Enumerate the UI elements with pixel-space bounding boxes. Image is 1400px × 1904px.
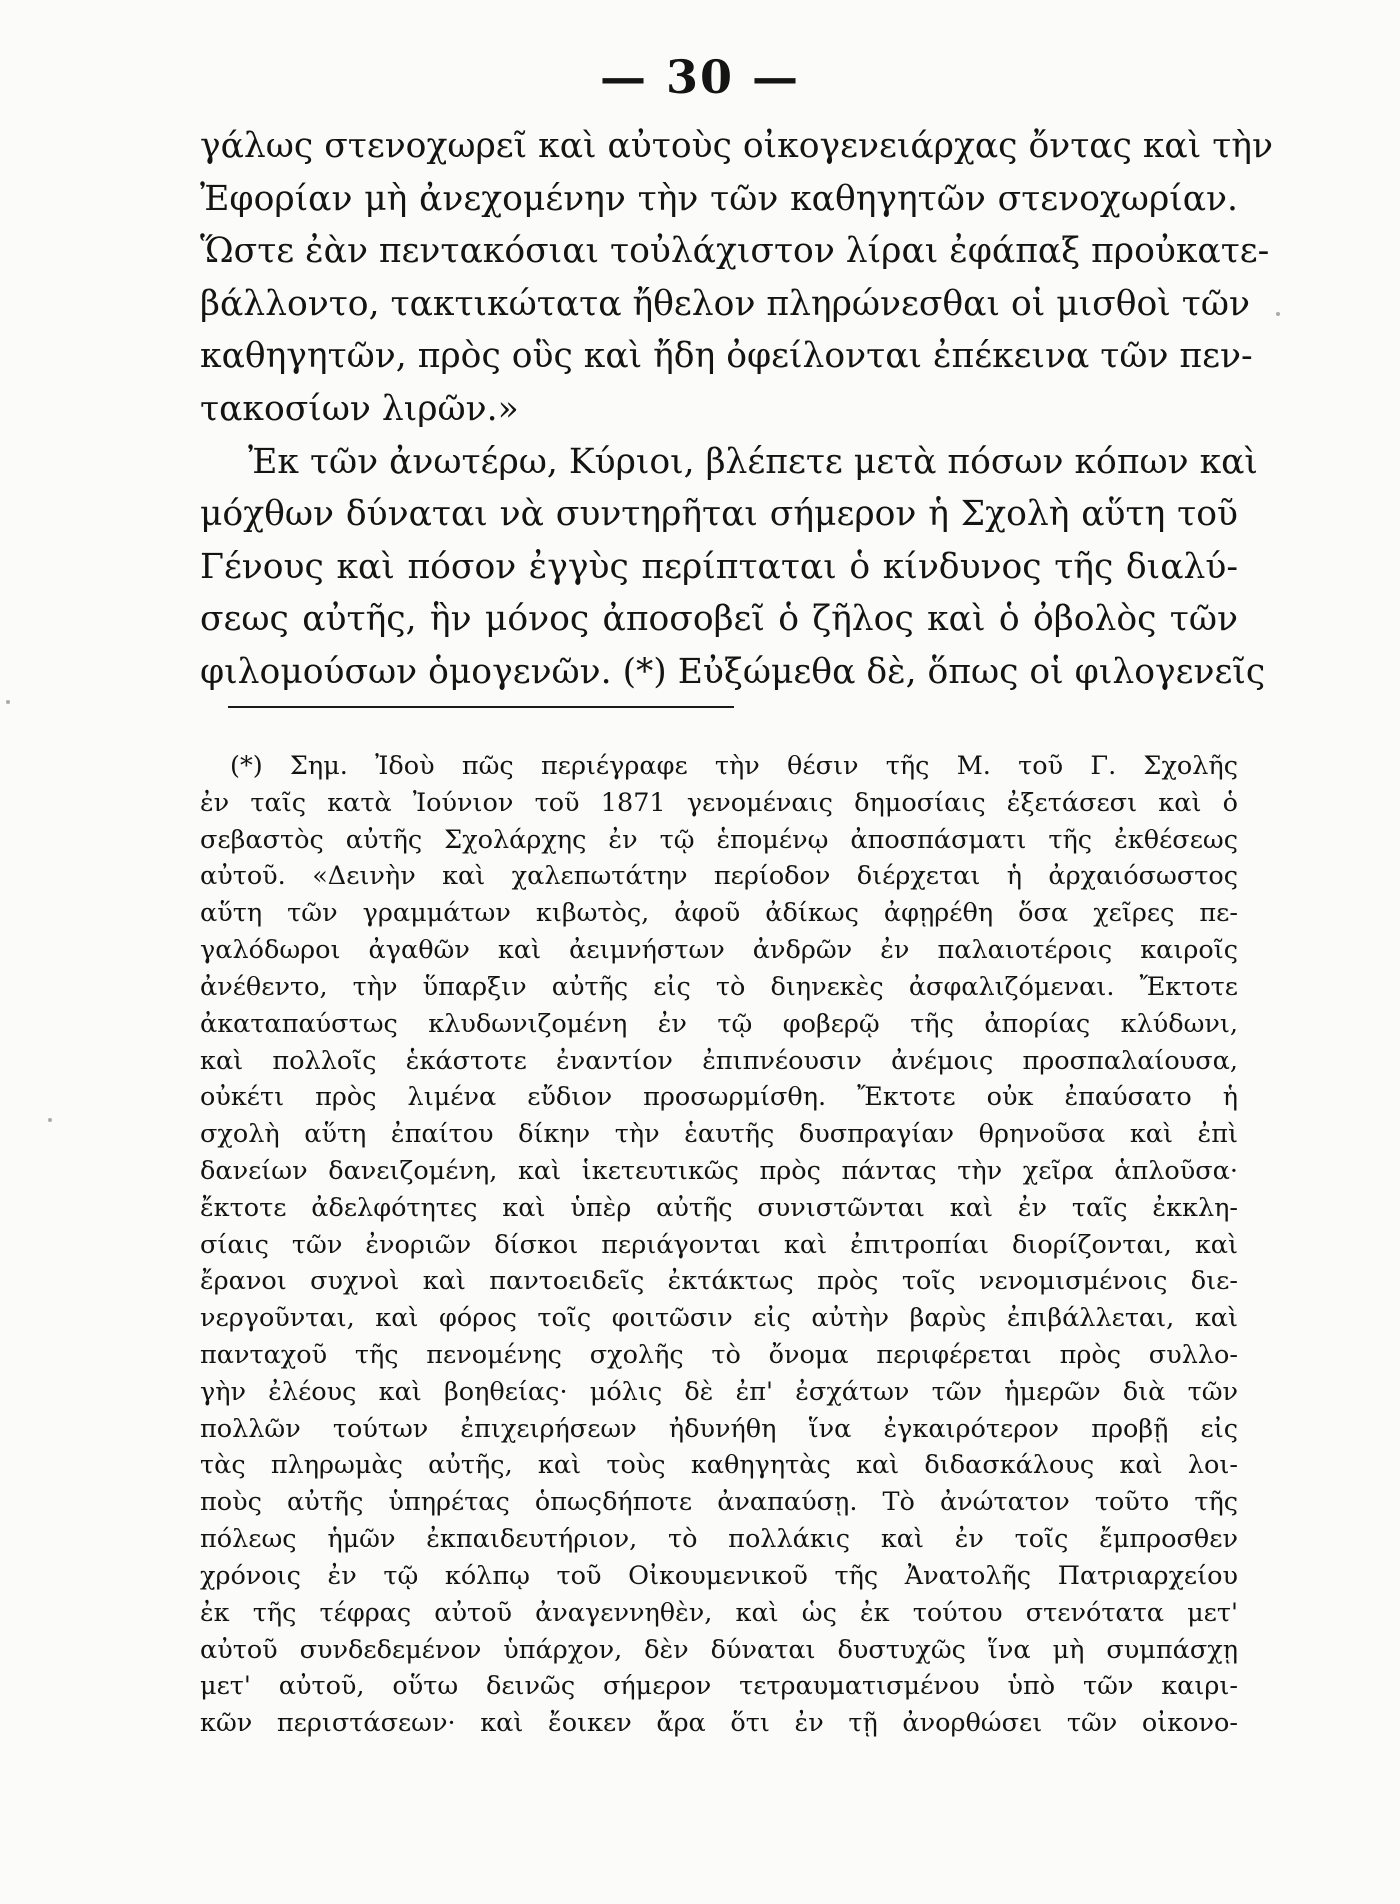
footnote-line: αὕτη τῶν γραμμάτων κιβωτὸς, ἀφοῦ ἀδίκως ἀφῃρέθη ὅσα χεῖρες πε-: [200, 898, 1238, 929]
print-speck: [1276, 312, 1280, 316]
footnote-line: ἔρανοι συχνοὶ καὶ παντοειδεῖς ἐκτάκτως πρὸς τοῖς νενομισμένοις διε-: [200, 1266, 1238, 1297]
footnote-line: οὐκέτι πρὸς λιμένα εὔδιον προσωρμίσθη. Ἔκτοτε οὐκ ἐπαύσατο ἡ: [200, 1082, 1238, 1113]
footnote-line: πόλεως ἡμῶν ἐκπαιδευτήριον, τὸ πολλάκις καὶ ἐν τοῖς ἔμπροσθεν: [200, 1524, 1238, 1555]
footnote-line: νεργοῦνται, καὶ φόρος τοῖς φοιτῶσιν εἰς αὐτὴν βαρὺς ἐπιβάλλεται, καὶ: [200, 1303, 1238, 1334]
text-line: τακοσίων λιρῶν.»: [200, 388, 519, 429]
text-line: βάλλοντο, τακτικώτατα ἤθελον πληρώνεσθαι οἱ μισθοὶ τῶν: [200, 283, 1250, 324]
text-line: Ἐφορίαν μὴ ἀνεχομένην τὴν τῶν καθηγητῶν στενοχωρίαν.: [200, 178, 1238, 219]
page-number: — 30 —: [599, 50, 801, 104]
footnote-line: (*) Σημ. Ἰδοὺ πῶς περιέγραφε τὴν θέσιν τῆς Μ. τοῦ Γ. Σχολῆς: [230, 751, 1238, 781]
footnote-line: πολλῶν τούτων ἐπιχειρήσεων ἠδυνήθη ἵνα ἐγκαιρότερον προβῇ εἰς: [200, 1413, 1238, 1444]
footnote-line: χρόνοις ἐν τῷ κόλπῳ τοῦ Οἰκουμενικοῦ τῆς Ἀνατολῆς Πατριαρχείου: [200, 1560, 1238, 1591]
text-line: Ἐκ τῶν ἀνωτέρω, Κύριοι, βλέπετε μετὰ πόσων κόπων καὶ: [248, 441, 1258, 482]
footnote-line: κῶν περιστάσεων· καὶ ἔοικεν ἄρα ὅτι ἐν τῇ ἀνορθώσει τῶν οἰκονο-: [200, 1708, 1238, 1739]
text-line: Γένους καὶ πόσον ἐγγὺς περίπταται ὁ κίνδυνος τῆς διαλύ-: [200, 546, 1238, 587]
footnote-line: γαλόδωροι ἀγαθῶν καὶ ἀειμνήστων ἀνδρῶν ἐν παλαιοτέροις καιροῖς: [200, 935, 1238, 966]
text-line: γάλως στενοχωρεῖ καὶ αὐτοὺς οἰκογενειάρχας ὄντας καὶ τὴν: [200, 126, 1273, 166]
footnote-line: ἐκ τῆς τέφρας αὐτοῦ ἀναγεννηθὲν, καὶ ὡς ἐκ τούτου στενότατα μετ': [200, 1597, 1238, 1628]
main-text-block: [200, 120, 1273, 699]
footnote-line: σεβαστὸς αὐτῆς Σχολάρχης ἐν τῷ ἑπομένῳ ἀποσπάσματι τῆς ἐκθέσεως: [200, 824, 1238, 855]
text-line: καθηγητῶν, πρὸς οὓς καὶ ἤδη ὀφείλονται ἐπέκεινα τῶν πεν-: [200, 336, 1253, 377]
footnote-line: ἀνέθεντο, τὴν ὕπαρξιν αὐτῆς εἰς τὸ διηνεκὲς ἀσφαλιζόμεναι. Ἔκτοτε: [200, 971, 1238, 1002]
footnote-block: [200, 748, 1238, 1779]
footnote-line: ἔκτοτε ἀδελφότητες καὶ ὑπὲρ αὐτῆς συνιστῶνται καὶ ἐν ταῖς ἐκκλη-: [200, 1192, 1238, 1223]
footnote-line: σίαις τῶν ἐνοριῶν δίσκοι περιάγονται καὶ ἐπιτροπίαι διορίζονται, καὶ: [200, 1229, 1238, 1260]
footnote-line: τὰς πληρωμὰς αὐτῆς, καὶ τοὺς καθηγητὰς καὶ διδασκάλους καὶ λοι-: [200, 1450, 1238, 1481]
footnote-line: δανείων δανειζομένη, καὶ ἱκετευτικῶς πρὸς πάντας τὴν χεῖρα ἁπλοῦσα·: [200, 1155, 1238, 1186]
text-line: φιλομούσων ὁμογενῶν. (*) Εὐξώμεθα δὲ, ὅπως οἱ φιλογενεῖς: [200, 651, 1266, 692]
text-line: μόχθων δύναται νὰ συντηρῆται σήμερον ἡ Σχολὴ αὕτη τοῦ: [200, 494, 1238, 535]
text-line: σεως αὐτῆς, ἣν μόνος ἀποσοβεῖ ὁ ζῆλος καὶ ὁ ὀβολὸς τῶν: [200, 599, 1238, 640]
footnote-line: ποὺς αὐτῆς ὑπηρέτας ὁπωςδήποτε ἀναπαύσῃ. Τὸ ἀνώτατον τοῦτο τῆς: [200, 1487, 1238, 1518]
footnote-line: γὴν ἐλέους καὶ βοηθείας· μόλις δὲ ἐπ' ἐσχάτων τῶν ἡμερῶν διὰ τῶν: [200, 1376, 1238, 1407]
footnote-line: μετ' αὐτοῦ, οὕτω δεινῶς σήμερον τετραυματισμένου ὑπὸ τῶν καιρι-: [200, 1671, 1238, 1702]
footnote-separator: [228, 706, 734, 708]
footnote-line: πανταχοῦ τῆς πενομένης σχολῆς τὸ ὄνομα περιφέρεται πρὸς συλλο-: [200, 1340, 1238, 1370]
footnote-line: [200, 1742, 1238, 1779]
print-speck: [6, 700, 10, 704]
text-line: Ὥστε ἐὰν πεντακόσιαι τοὐλάχιστον λίραι ἐφάπαξ προὐκατε-: [200, 231, 1270, 272]
footnote-line: ἀκαταπαύστως κλυδωνιζομένη ἐν τῷ φοβερῷ τῆς ἀπορίας κλύδωνι,: [200, 1008, 1238, 1039]
footnote-line: αὐτοῦ. «Δεινὴν καὶ χαλεπωτάτην περίοδον διέρχεται ἡ ἀρχαιόσωστος: [200, 861, 1238, 892]
footnote-line: ἐν ταῖς κατὰ Ἰούνιον τοῦ 1871 γενομέναις δημοσίαις ἐξετάσεσι καὶ ὁ: [200, 787, 1238, 818]
footnote-line: σχολὴ αὕτη ἐπαίτου δίκην τὴν ἑαυτῆς δυσπραγίαν θρηνοῦσα καὶ ἐπὶ: [200, 1119, 1238, 1150]
footnote-line: καὶ πολλοῖς ἑκάστοτε ἐναντίον ἐπιπνέουσιν ἀνέμοις προσπαλαίουσα,: [200, 1045, 1238, 1076]
footnote-line: αὐτοῦ συνδεδεμένον ὑπάρχον, δὲν δύναται δυστυχῶς ἵνα μὴ συμπάσχῃ: [200, 1634, 1238, 1665]
print-speck: [48, 1118, 52, 1122]
